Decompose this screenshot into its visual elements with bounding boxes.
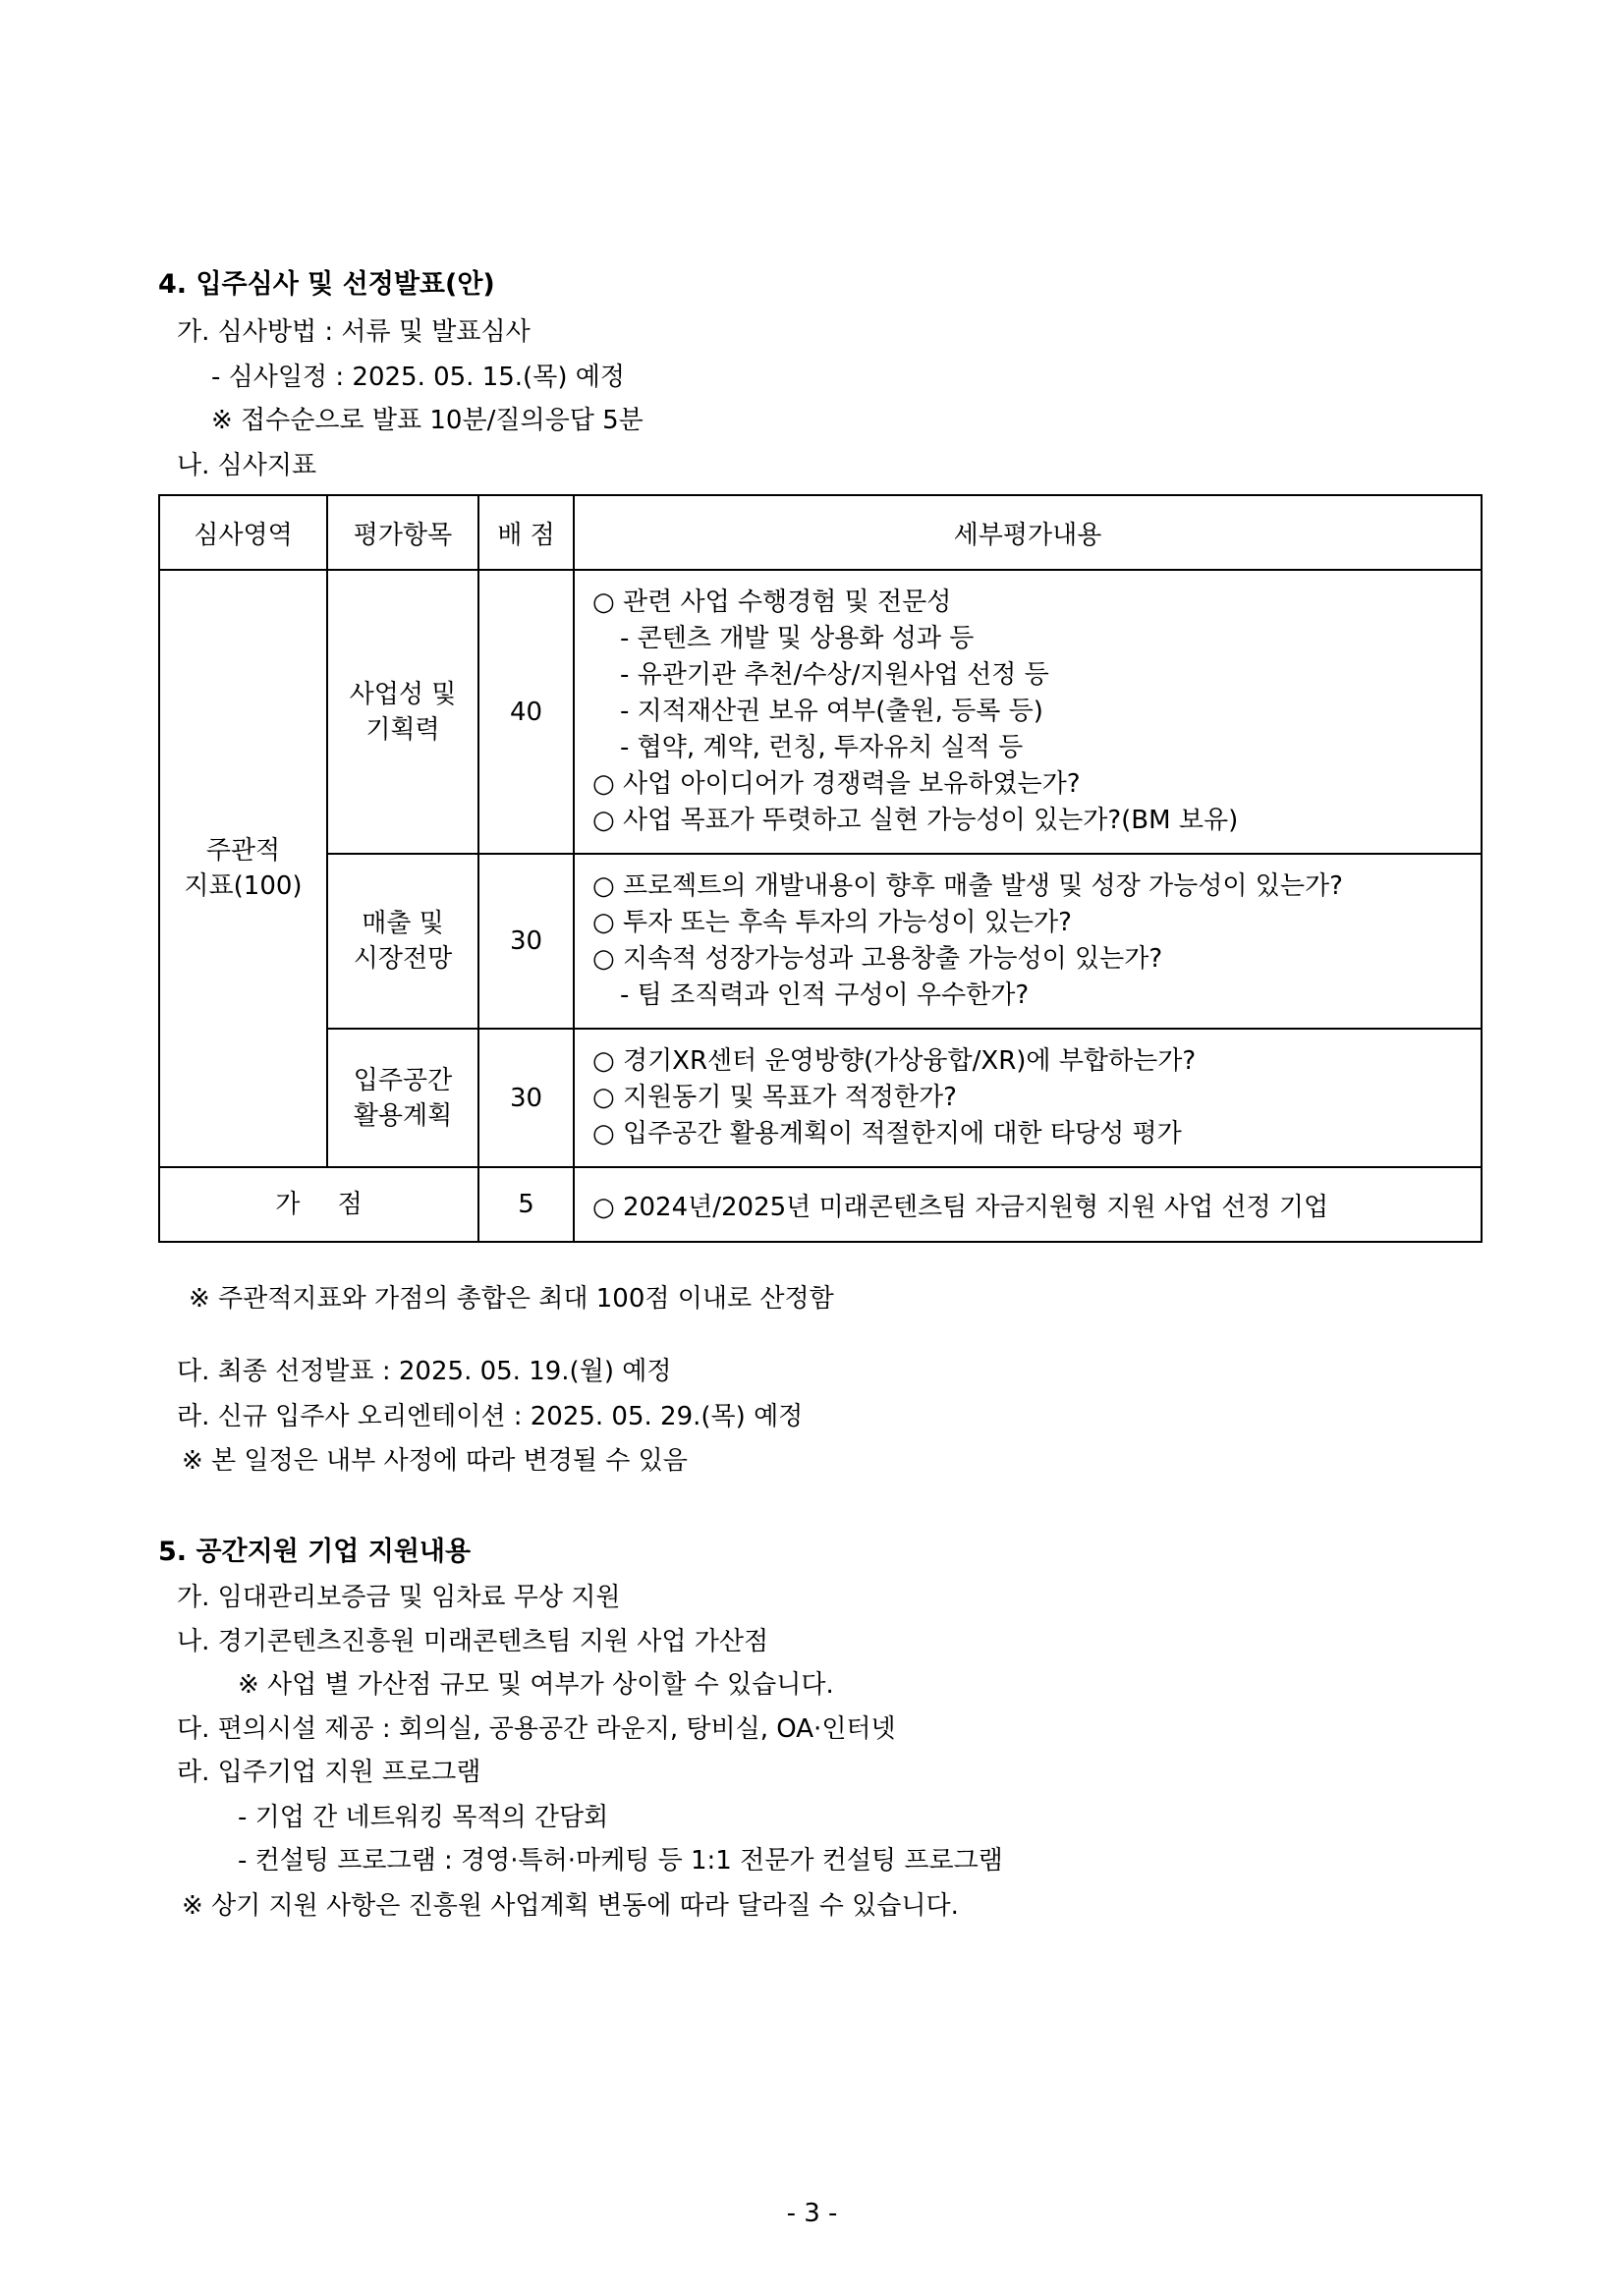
- detail-line: ○ 사업 목표가 뚜렷하고 실현 가능성이 있는가?(BM 보유): [592, 806, 1239, 835]
- bonus-row: [159, 1167, 1482, 1242]
- table-row: [159, 854, 1482, 1029]
- detail-cell: [574, 854, 1482, 1029]
- score-cell: 30: [478, 854, 574, 1029]
- review-method: 가. 심사방법 : 서류 및 발표심사: [177, 317, 531, 347]
- schedule-change-note: ※ 본 일정은 내부 사정에 따라 변경될 수 있음: [182, 1446, 688, 1476]
- detail-line: ○ 지속적 성장가능성과 고용창출 가능성이 있는가?: [592, 944, 1163, 974]
- total-score-note: ※ 주관적지표와 가점의 총합은 최대 100점 이내로 산정함: [189, 1284, 834, 1314]
- bonus-point-support: 나. 경기콘텐츠진흥원 미래콘텐츠팀 지원 사업 가산점: [177, 1627, 769, 1656]
- program-consulting: - 컨설팅 프로그램 : 경영·특허·마케팅 등 1:1 전문가 컨설팅 프로그램: [238, 1846, 1003, 1876]
- final-announcement: 다. 최종 선정발표 : 2025. 05. 19.(월) 예정: [177, 1357, 672, 1386]
- detail-cell: [574, 1029, 1482, 1167]
- detail-line: - 유관기관 추천/수상/지원사업 선정 등: [620, 660, 1049, 690]
- detail-line: ○ 프로젝트의 개발내용이 향후 매출 발생 및 성장 가능성이 있는가?: [592, 871, 1343, 901]
- detail-cell: [574, 570, 1482, 854]
- table-row: [159, 570, 1482, 854]
- detail-line: - 팀 조직력과 인적 구성이 우수한가?: [620, 980, 1030, 1010]
- item-cell: 매출 및 시장전망: [327, 854, 478, 1029]
- detail-line: ○ 관련 사업 수행경험 및 전문성: [592, 588, 952, 617]
- review-criteria-label: 나. 심사지표: [177, 451, 317, 480]
- facility-support: 다. 편의시설 제공 : 회의실, 공용공간 라운지, 탕비실, OA·인터넷: [177, 1714, 896, 1744]
- evaluation-table: [158, 494, 1483, 1243]
- detail-line: ○ 사업 아이디어가 경쟁력을 보유하였는가?: [592, 769, 1081, 799]
- header-item: 평가항목: [327, 495, 478, 570]
- table-row: [159, 1029, 1482, 1167]
- table-header-row: [159, 495, 1482, 570]
- header-detail: 세부평가내용: [574, 495, 1482, 570]
- orientation-schedule: 라. 신규 입주사 오리엔테이션 : 2025. 05. 29.(목) 예정: [177, 1402, 804, 1431]
- bonus-label: 가 점: [159, 1167, 478, 1242]
- bonus-score: 5: [478, 1167, 574, 1242]
- detail-line: - 콘텐츠 개발 및 상용화 성과 등: [620, 624, 975, 653]
- support-change-note: ※ 상기 지원 사항은 진흥원 사업계획 변동에 따라 달라질 수 있습니다.: [182, 1891, 959, 1921]
- score-cell: 40: [478, 570, 574, 854]
- header-score: 배 점: [478, 495, 574, 570]
- section-5-heading: 5. 공간지원 기업 지원내용: [158, 1537, 472, 1567]
- bonus-point-note: ※ 사업 별 가산점 규모 및 여부가 상이할 수 있습니다.: [238, 1670, 834, 1700]
- detail-line: ○ 지원동기 및 목표가 적정한가?: [592, 1083, 957, 1112]
- rent-support: 가. 임대관리보증금 및 임차료 무상 지원: [177, 1583, 621, 1612]
- header-area: 심사영역: [159, 495, 327, 570]
- presentation-note: ※ 접수순으로 발표 10분/질의응답 5분: [211, 406, 644, 435]
- score-cell: 30: [478, 1029, 574, 1167]
- detail-line: ○ 투자 또는 후속 투자의 가능성이 있는가?: [592, 908, 1072, 937]
- area-cell: 주관적 지표(100): [159, 570, 327, 1167]
- item-cell: 입주공간 활용계획: [327, 1029, 478, 1167]
- detail-line: - 지적재산권 보유 여부(출원, 등록 등): [620, 697, 1043, 726]
- program-support: 라. 입주기업 지원 프로그램: [177, 1758, 481, 1787]
- program-networking: - 기업 간 네트워킹 목적의 간담회: [238, 1803, 609, 1832]
- section-4-heading: 4. 입주심사 및 선정발표(안): [158, 269, 495, 300]
- page-number: - 3 -: [786, 2199, 838, 2228]
- detail-line: ○ 입주공간 활용계획이 적절한지에 대한 타당성 평가: [592, 1119, 1182, 1148]
- item-cell: 사업성 및 기획력: [327, 570, 478, 854]
- detail-line: ○ 경기XR센터 운영방향(가상융합/XR)에 부합하는가?: [592, 1046, 1197, 1076]
- detail-line: - 협약, 계약, 런칭, 투자유치 실적 등: [620, 733, 1024, 762]
- bonus-detail: ○ 2024년/2025년 미래콘텐츠팀 자금지원형 지원 사업 선정 기업: [574, 1167, 1482, 1242]
- review-schedule: - 심사일정 : 2025. 05. 15.(목) 예정: [211, 363, 625, 392]
